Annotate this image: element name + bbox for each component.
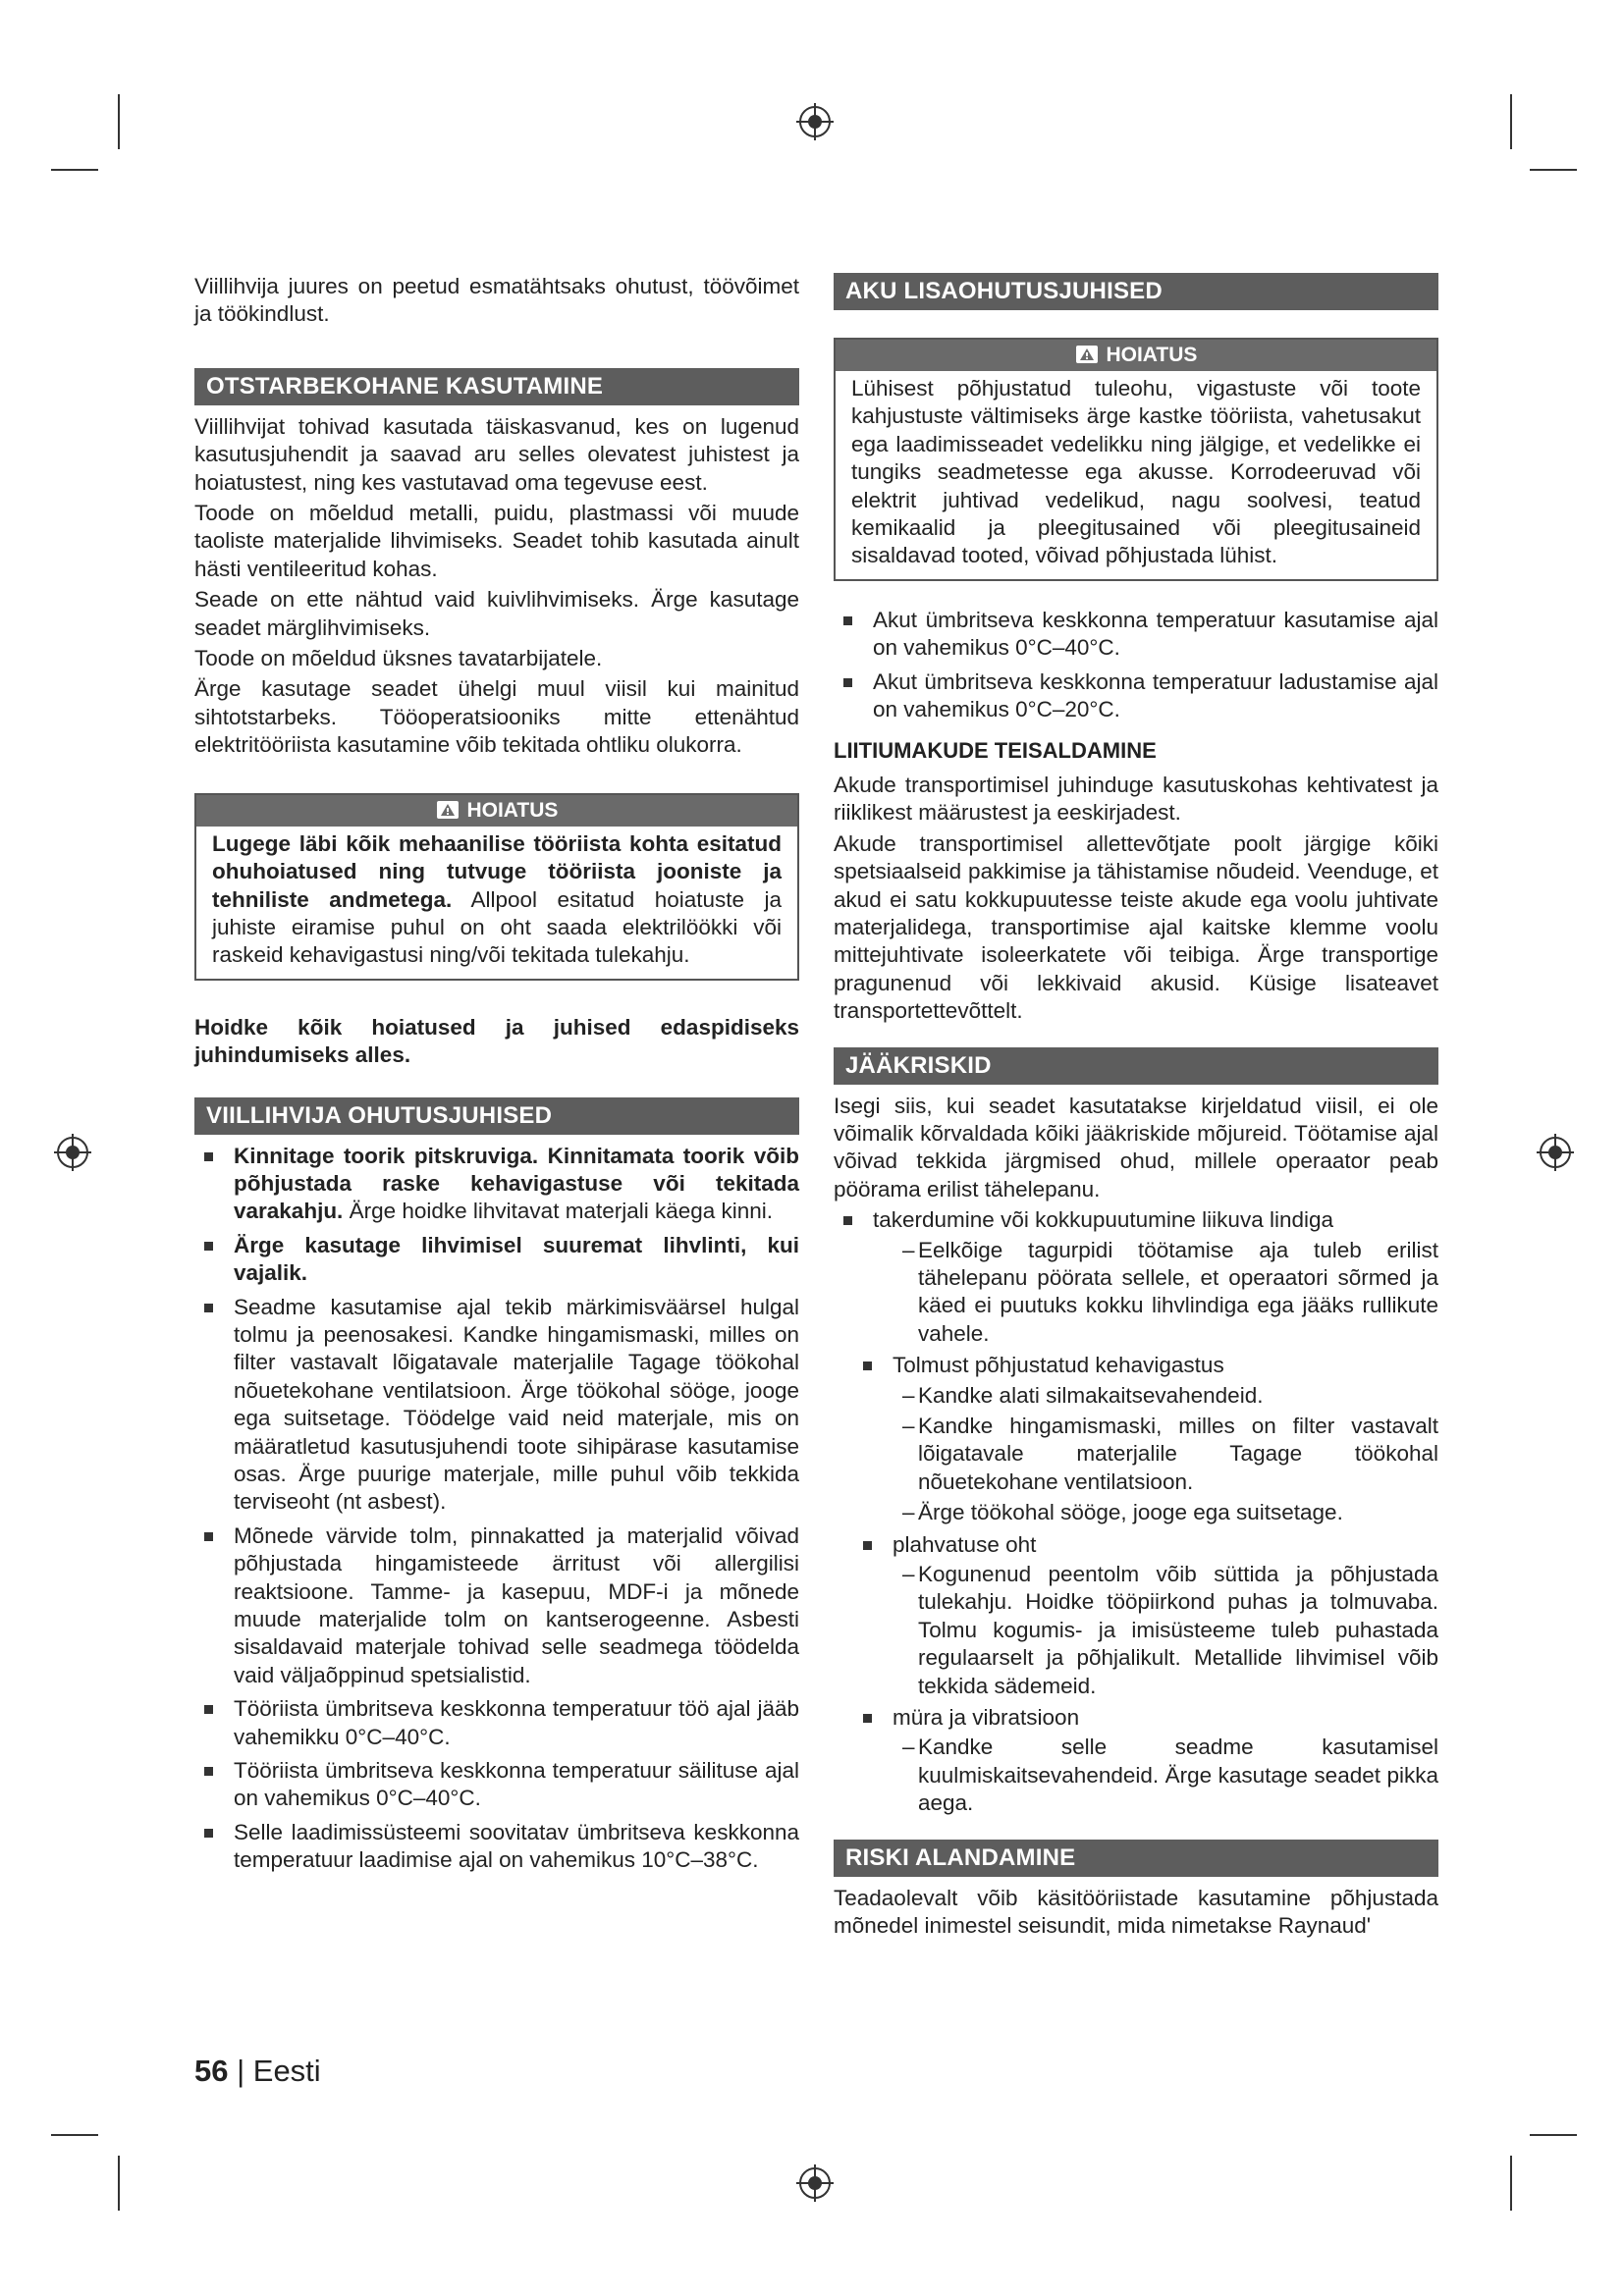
bullet-icon (843, 616, 852, 625)
intro-text: Viillihvija juures on peetud esmatähtsaks ohutust, töövõimet ja töökindlust. (194, 274, 799, 327)
list-item: müra ja vibratsioon – Kandke selle seadme kasutamisel kuulmiskaitsevahendeid. Ärge kasutage seadet pikka aega. (853, 1704, 1438, 1818)
warning-title: HOIATUS (1106, 344, 1198, 366)
list-item: Seadme kasutamise ajal tekib märkimisväärsel hulgal tolmu ja peenosakesi. Kandke hingamismaski, milles on filter vastavalt lõigatavale materjalile Tagage töökohal nõuetekohane ventilatsioon. Ärge töökohal sööge, jooge ega suitsetage. Töödelge vaid neid materjale, mis on määratletud kasutusjuhendi toote sihipärase kasutamise osas. Ärge puurige materjale, mille puhul võib tekkida terviseoht (nt asbest). (194, 1294, 799, 1517)
risk-list (834, 1206, 1438, 1818)
warning-title: HOIATUS (466, 798, 559, 822)
warning-text (212, 830, 782, 970)
paragraph: Akude transportimisel juhinduge kasutuskohas kehtivatest ja riiklikest määrustest ja eeskirjadest. (834, 772, 1438, 826)
list-item: Tööriista ümbritseva keskkonna temperatuur töö ajal jääb vahemikku 0°C–40°C. (194, 1695, 799, 1751)
list-item: Tolmust põhjustatud kehavigastus – Kandke alati silmakaitsevahendeid. – Kandke hingamismaski, milles on filter vastavalt lõigatavale materjalile Tagage töökohal nõuetekohane ventilatsioon. – Ärge töökohal sööge, jooge ega suitsetage. (853, 1352, 1438, 1526)
warning-icon (436, 800, 460, 820)
warning-header (196, 795, 797, 827)
bullet-icon (863, 1362, 872, 1370)
paragraph: Toode on mõeldud üksnes tavatarbijatele. (194, 646, 603, 671)
left-column (194, 273, 799, 1881)
transport-title: LIITIUMAKUDE TEISALDAMINE (834, 738, 1157, 764)
dash-item: – Kogunenud peentolm võib süttida ja põhjustada tulekahju. Hoidke tööpiirkond puhas ja tolmuvaba. Tolmu kogumis- ja imisüsteeme tuleb puhastada regulaarselt ja põhjalikult. Metallide lihvimisel võib tekkida sädemeid. (902, 1562, 1438, 1698)
warning-box (834, 338, 1438, 581)
crop-mark (51, 169, 98, 171)
list-item: Mõnede värvide tolm, pinnakatted ja materjalid võivad põhjustada hingamisteede ärritust või allergilisi reaktsioone. Tamme- ja kasepuu, MDF-i ja mõnede muude materjalide tolm on kantserogeenne. Asbesti sisaldavaid materjale tohivad selle seadmega töödelda vaid väljaõppinud spetsialistid. (194, 1522, 799, 1689)
list-item: Akut ümbritseva keskkonna temperatuur ladustamise ajal on vahemikus 0°C–20°C. (834, 668, 1438, 724)
warning-body (196, 827, 797, 979)
list-item: plahvatuse oht – Kogunenud peentolm võib süttida ja põhjustada tulekahju. Hoidke tööpiirkond puhas ja tolmuvaba. Tolmu kogumis- ja imisüsteeme tuleb puhastada regulaarselt ja põhjalikult. Metallide lihvimisel võib tekkida sädemeid. (853, 1531, 1438, 1700)
crop-mark (1510, 2156, 1512, 2211)
section-header-file-sander-safety: VIILLIHVIJA OHUTUSJUHISED (194, 1097, 799, 1135)
registration-mark-icon (795, 102, 835, 141)
dash-item: – Ärge töökohal sööge, jooge ega suitsetage. (902, 1500, 1343, 1525)
warning-header (836, 340, 1436, 371)
section-header-battery-safety: AKU LISAOHUTUSJUHISED (834, 273, 1438, 310)
dash-item: – Kandke selle seadme kasutamisel kuulmiskaitsevahendeid. Ärge kasutage seadet pikka aega. (902, 1735, 1438, 1816)
dash-item: – Kandke alati silmakaitsevahendeid. (902, 1382, 1264, 1408)
dash-item: – Kandke hingamismaski, milles on filter vastavalt lõigatavale materjalile Tagage töökohal nõuetekohane ventilatsioon. (902, 1414, 1438, 1494)
bullet-icon (843, 678, 852, 687)
warning-icon (1075, 345, 1099, 364)
dash-list (902, 1382, 1438, 1527)
dash-item: – Eelkõige tagurpidi töötamise aja tuleb erilist tähelepanu pöörata sellele, et operaatori sõrmed ja käed ei puutuks kokku lihvlindiga ega jääks rullikute vahele. (902, 1237, 1438, 1346)
dash-list (902, 1237, 1438, 1349)
list-item: Tööriista ümbritseva keskkonna temperatuur säilituse ajal on vahemikus 0°C–40°C. (194, 1757, 799, 1813)
footer-language: Eesti (252, 2054, 321, 2088)
paragraph: Isegi siis, kui seadet kasutatakse kirjeldatud viisil, ei ole võimalik kõrvaldada kõiki jääkriskide mõjureid. Töötamise ajal võivad tekkida järgmised ohud, millele operaator peab pöörama erilist tähelepanu. (834, 1093, 1438, 1201)
section-header-risk-reduction: RISKI ALANDAMINE (834, 1840, 1438, 1877)
bullet-icon (204, 1304, 213, 1312)
page-footer (194, 2054, 321, 2089)
dash-list (902, 1734, 1438, 1817)
bullet-icon (863, 1541, 872, 1550)
list-item: Kinnitage toorik pitskruviga. Kinnitamata toorik võib põhjustada raske kehavigastuse või tekitada varakahju. Ärge hoidke lihvitavat materjali käega kinni. (194, 1143, 799, 1226)
bullet-icon (204, 1532, 213, 1541)
crop-mark (118, 2156, 120, 2211)
registration-mark-icon (1536, 1133, 1575, 1172)
warning-body (836, 371, 1436, 579)
bullet-icon (204, 1242, 213, 1251)
list-item: Ärge kasutage lihvimisel suuremat lihvlinti, kui vajalik. (194, 1232, 799, 1288)
footer-separator: | (228, 2054, 253, 2088)
crop-mark (118, 94, 120, 149)
dash-list (902, 1561, 1438, 1700)
right-column (834, 273, 1438, 1944)
battery-list (834, 607, 1438, 724)
bullet-icon (843, 1216, 852, 1225)
page-number: 56 (194, 2054, 229, 2088)
crop-mark (1510, 94, 1512, 149)
safety-list (194, 1143, 799, 1875)
crop-mark (1530, 2134, 1577, 2136)
keep-instructions-note: Hoidke kõik hoiatused ja juhised edaspidiseks juhindumiseks alles. (194, 1014, 799, 1068)
registration-mark-icon (795, 2163, 835, 2203)
paragraph: Viillihvijat tohivad kasutada täiskasvanud, kes on lugenud kasutusjuhendit ja saavad aru selles olevatest juhistest ja hoiatustest, ning kes vastutavad oma tegevuse eest. (194, 413, 799, 495)
bullet-icon (204, 1767, 213, 1776)
list-item: Akut ümbritseva keskkonna temperatuur kasutamise ajal on vahemikus 0°C–40°C. (834, 607, 1438, 663)
warning-box (194, 793, 799, 981)
paragraph: Teadaolevalt võib käsitööriistade kasutamine põhjustada mõnedel inimestel seisundit, mida nimetakse Raynaud' (834, 1885, 1438, 1939)
paragraph: Ärge kasutage seadet ühelgi muul viisil kui mainitud sihtotstarbeks. Tööoperatsiooniks mitte ettenähtud elektritööriista kasutamine võib tekitada ohtliku olukorra. (194, 676, 799, 758)
section-header-residual-risks: JÄÄKRISKID (834, 1047, 1438, 1085)
registration-mark-icon (53, 1133, 92, 1172)
paragraph: Toode on mõeldud metalli, puidu, plastmassi või muude taoliste materjalide lihvimiseks. Seadet tohib kasutada ainult hästi ventileeritud kohas. (194, 501, 799, 581)
bullet-icon (204, 1829, 213, 1838)
section-header-intended-use: OTSTARBEKOHANE KASUTAMINE (194, 368, 799, 405)
warning-plain-text: Allpool esitatud hoiatuste ja juhiste eiramise puhul on oht saada elektrilöökki või raskeid kehavigastusi ning/või tekitada tulekahju. (212, 886, 782, 968)
warning-text: Lühisest põhjustatud tuleohu, vigastuste või toote kahjustuste vältimiseks ärge kastke tööriista, vahetusakut ega laadimisseadet vedelikku ning jälgige, et vedelikke ei tungiks seadmetesse ega akusse. Korrodeeruvad või elektrit juhtivad vedelikud, nagu soolvesi, teatud kemikaalid ja pleegitusained või pleegitusaineid sisaldavad tooted, võivad põhjustada lühist. (851, 376, 1421, 568)
bullet-icon (863, 1714, 872, 1723)
list-item: takerdumine või kokkupuutumine liikuva lindiga – Eelkõige tagurpidi töötamise aja tuleb erilist tähelepanu pöörata sellele, et operaatori sõrmed ja käed ei puutuks kokku lihvlindiga ega jääks rullikute vahele. (834, 1206, 1438, 1348)
paragraph: Seade on ette nähtud vaid kuivlihvimiseks. Ärge kasutage seadet märglihvimiseks. (194, 587, 799, 640)
warning-bold-text: Lugege läbi kõik mehaanilise tööriista kohta esitatud ohuhoiatused ning tutvuge tööriista jooniste ja tehniliste andmetega. (212, 830, 782, 912)
bullet-icon (204, 1705, 213, 1714)
bullet-icon (204, 1152, 213, 1161)
list-item: Selle laadimissüsteemi soovitatav ümbritseva keskkonna temperatuur laadimise ajal on vahemikus 10°C–38°C. (194, 1819, 799, 1875)
crop-mark (51, 2134, 98, 2136)
paragraph: Akude transportimisel allettevõtjate poolt järgige kõiki spetsiaalseid pakkimise ja tähistamise nõudeid. Veenduge, et akud ei satu kokkupuutesse teiste akude ega voolu juhtivate materjalidega, transportimise ajal kaitske klemme voolu mittejuhtivate isoleerkatete või teibiga. Ärge transportige pragunenud või lekkivaid akusid. Küsige lisateavet transportettevõttelt. (834, 830, 1438, 1024)
crop-mark (1530, 169, 1577, 171)
